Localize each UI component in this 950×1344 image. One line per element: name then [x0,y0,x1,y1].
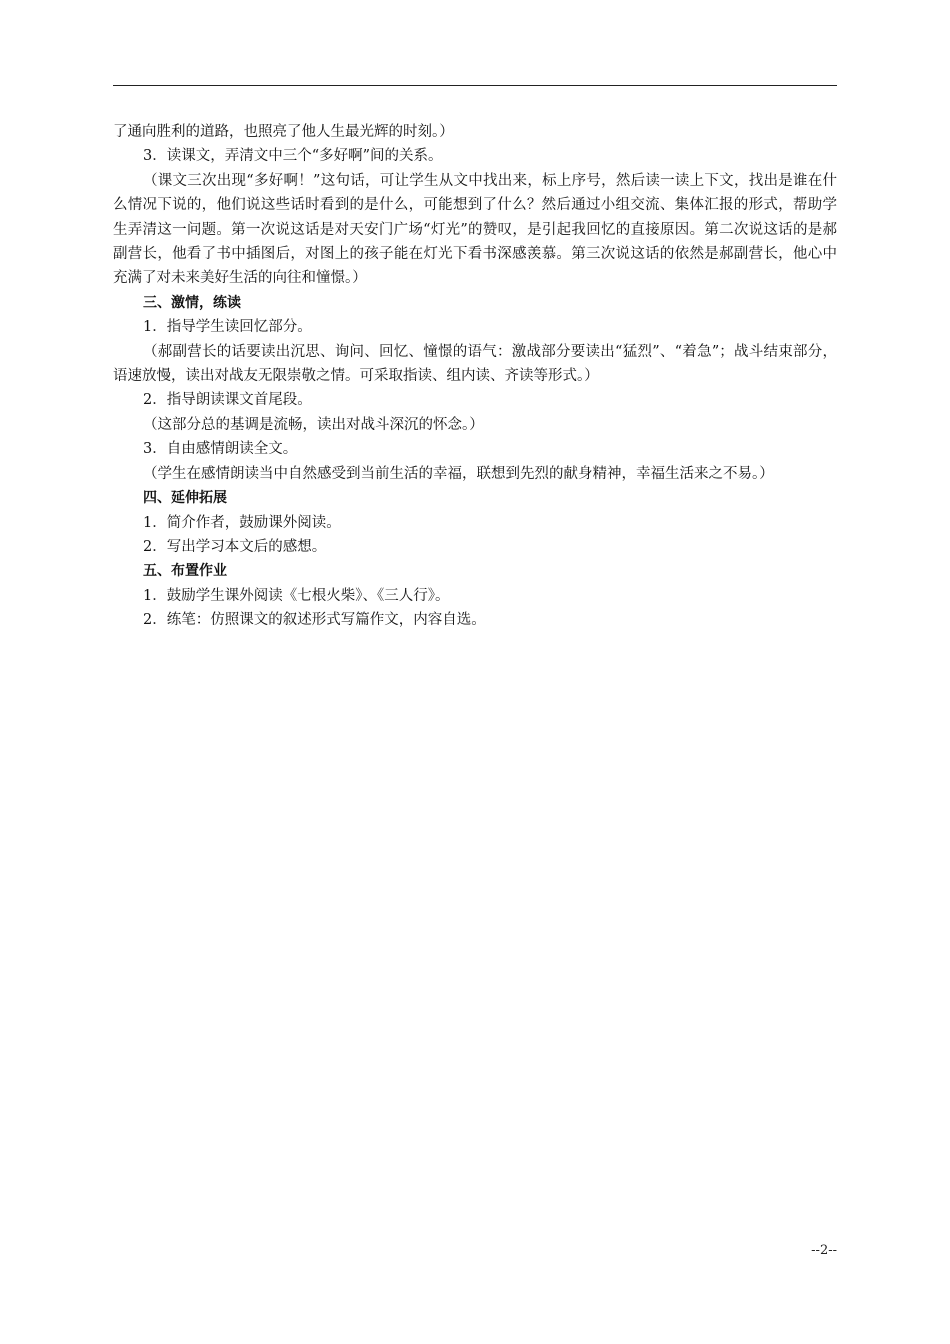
list-item: 3．自由感情朗读全文。 [143,441,298,458]
document-body [113,120,837,633]
list-item: 1．指导学生读回忆部分。 [143,319,312,336]
list-item: 3．读课文，弄清文中三个“多好啊”间的关系。 [143,148,443,165]
list-item: 1．简介作者，鼓励课外阅读。 [143,514,341,531]
list-item: 2．写出学习本文后的感想。 [143,538,327,555]
note-paragraph: （课文三次出现“多好啊！”这句话，可让学生从文中找出来，标上序号，然后读一读上下文，找出是谁在什么情况下说的，他们说这些话时看到的是什么，可能想到了什么？然后通过小组交流、集体汇报的形式，帮助学生弄清这一问题。第一次说这话是对天安门广场“灯光”的赞叹，是引起我回忆的直接原因。第二次说这话的是郝副营长，他看了书中插图后，对图上的孩子能在灯光下看书深感羡慕。第三次说这话的依然是郝副营长，他心中充满了对未来美好生活的向往和憧憬。） [113,172,837,287]
list-item: 1．鼓励学生课外阅读《七根火柴》、《三人行》。 [143,587,450,604]
note-paragraph: （这部分总的基调是流畅，读出对战斗深沉的怀念。） [143,416,484,433]
header-rule [113,85,837,86]
list-item: 2．练笔：仿照课文的叙述形式写篇作文，内容自选。 [143,612,486,629]
note-paragraph: （学生在感情朗读当中自然感受到当前生活的幸福，联想到先烈的献身精神，幸福生活来之不易。） [143,465,774,482]
page-number: --2-- [811,1243,837,1258]
section-heading: 四、延伸拓展 [143,490,227,507]
list-item: 2．指导朗读课文首尾段。 [143,392,312,409]
note-paragraph: （郝副营长的话要读出沉思、询问、回忆、憧憬的语气：激战部分要读出“猛烈”、“着急”；战斗结束部分，语速放慢，读出对战友无限崇敬之情。可采取指读、组内读、齐读等形式。） [113,343,837,385]
section-heading: 三、激情，练读 [143,294,241,311]
section-heading: 五、布置作业 [143,563,227,580]
paragraph-continuation: 了通向胜利的道路，也照亮了他人生最光辉的时刻。） [113,124,454,140]
